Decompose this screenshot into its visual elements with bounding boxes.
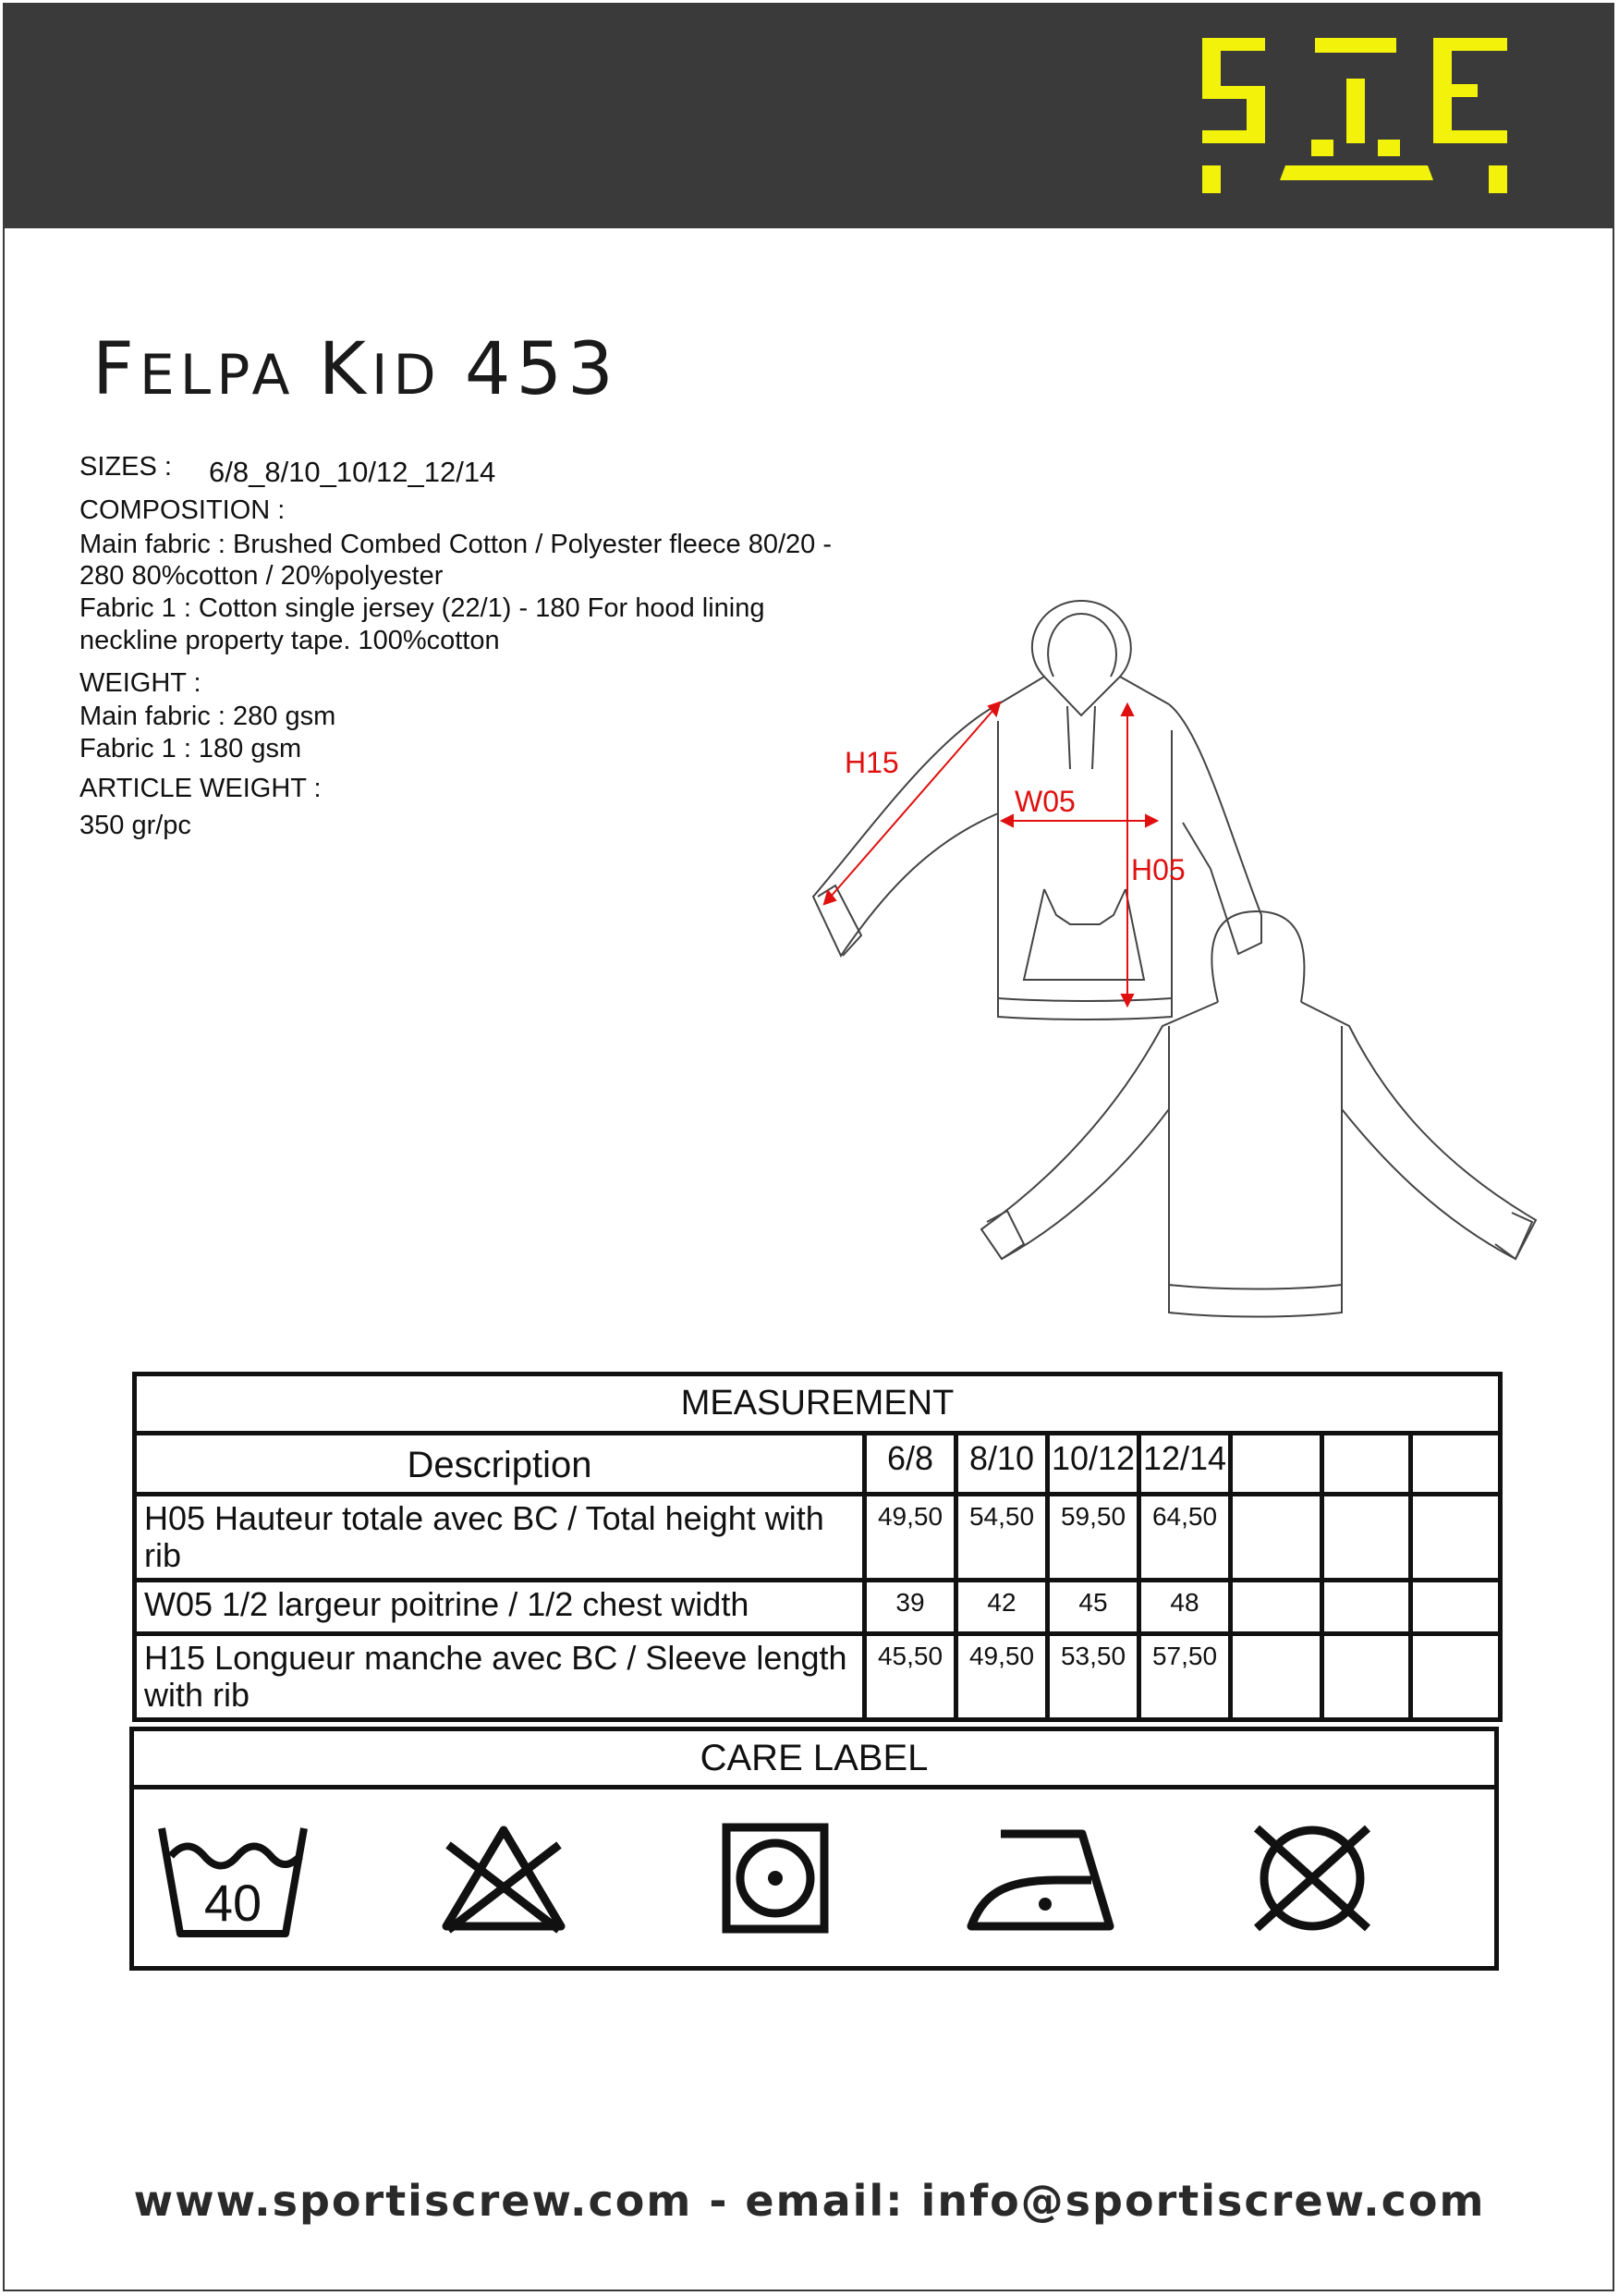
care-label-title: CARE LABEL <box>134 1731 1494 1789</box>
row-value: 49,50 <box>956 1634 1048 1720</box>
empty-cell <box>1322 1434 1411 1495</box>
row-value: 59,50 <box>1048 1495 1139 1581</box>
empty-cell <box>1231 1581 1322 1634</box>
table-row <box>135 1634 1501 1720</box>
composition-line-2: 280 80%cotton / 20%polyester <box>79 561 444 591</box>
table-row <box>135 1495 1501 1581</box>
empty-cell <box>1322 1634 1411 1720</box>
empty-cell <box>1411 1581 1501 1634</box>
size-header: 8/10 <box>956 1434 1048 1495</box>
row-value: 49,50 <box>865 1495 956 1581</box>
size-header: 12/14 <box>1139 1434 1231 1495</box>
iron-low-icon <box>964 1823 1121 1934</box>
empty-cell <box>1322 1495 1411 1581</box>
weight-main-fabric: Main fabric : 280 gsm <box>79 702 336 731</box>
row-value: 64,50 <box>1139 1495 1231 1581</box>
care-label-box <box>129 1727 1499 1971</box>
composition-label: COMPOSITION : <box>79 495 286 525</box>
brand-logo <box>1202 38 1507 197</box>
tumble-dry-icon <box>722 1823 829 1934</box>
wash-temp: 40 <box>203 1874 262 1932</box>
garment-technical-drawing <box>776 592 1552 1331</box>
do-not-bleach-icon <box>439 1823 568 1934</box>
description-header: Description <box>135 1434 865 1495</box>
do-not-dry-clean-icon <box>1248 1823 1377 1934</box>
empty-cell <box>1411 1495 1501 1581</box>
empty-cell <box>1231 1634 1322 1720</box>
wash-40-icon <box>154 1823 311 1943</box>
label-h05: H05 <box>1131 853 1186 886</box>
row-value: 45 <box>1048 1581 1139 1634</box>
product-title: FELPA KID 453 <box>92 328 619 411</box>
measurement-title: MEASUREMENT <box>135 1374 1501 1434</box>
empty-cell <box>1231 1434 1322 1495</box>
article-weight-value: 350 gr/pc <box>79 811 191 840</box>
empty-cell <box>1322 1581 1411 1634</box>
row-value: 39 <box>865 1581 956 1634</box>
row-value: 45,50 <box>865 1634 956 1720</box>
row-description: H05 Hauteur totale avec BC / Total height with rib <box>135 1495 865 1581</box>
row-value: 57,50 <box>1139 1634 1231 1720</box>
label-w05: W05 <box>1015 785 1076 818</box>
row-value: 48 <box>1139 1581 1231 1634</box>
weight-fabric-1: Fabric 1 : 180 gsm <box>79 734 302 763</box>
row-value: 54,50 <box>956 1495 1048 1581</box>
care-icons-row <box>134 1789 1494 1971</box>
row-description: H15 Longueur manche avec BC / Sleeve length with rib <box>135 1634 865 1720</box>
table-row <box>135 1581 1501 1634</box>
sizes-label: SIZES : <box>79 452 172 482</box>
label-h15: H15 <box>845 746 899 779</box>
measurement-table <box>132 1372 1503 1722</box>
row-description: W05 1/2 largeur poitrine / 1/2 chest width <box>135 1581 865 1634</box>
composition-line-3: Fabric 1 : Cotton single jersey (22/1) - 180 For hood lining <box>79 593 765 623</box>
footer-contact: www.sportiscrew.com - email: info@sportiscrew.com <box>133 2176 1486 2226</box>
composition-line-1: Main fabric : Brushed Combed Cotton / Polyester fleece 80/20 - <box>79 530 833 559</box>
composition-line-4: neckline property tape. 100%cotton <box>79 626 500 655</box>
empty-cell <box>1411 1434 1501 1495</box>
back-hoodie-sketch <box>981 911 1536 1317</box>
empty-cell <box>1231 1495 1322 1581</box>
row-value: 42 <box>956 1581 1048 1634</box>
size-header: 10/12 <box>1048 1434 1139 1495</box>
article-weight-label: ARTICLE WEIGHT : <box>79 774 322 803</box>
empty-cell <box>1411 1634 1501 1720</box>
sizes-value: 6/8_8/10_10/12_12/14 <box>209 456 496 488</box>
row-value: 53,50 <box>1048 1634 1139 1720</box>
size-header: 6/8 <box>865 1434 956 1495</box>
header-bar <box>3 3 1614 228</box>
weight-label: WEIGHT : <box>79 668 201 698</box>
